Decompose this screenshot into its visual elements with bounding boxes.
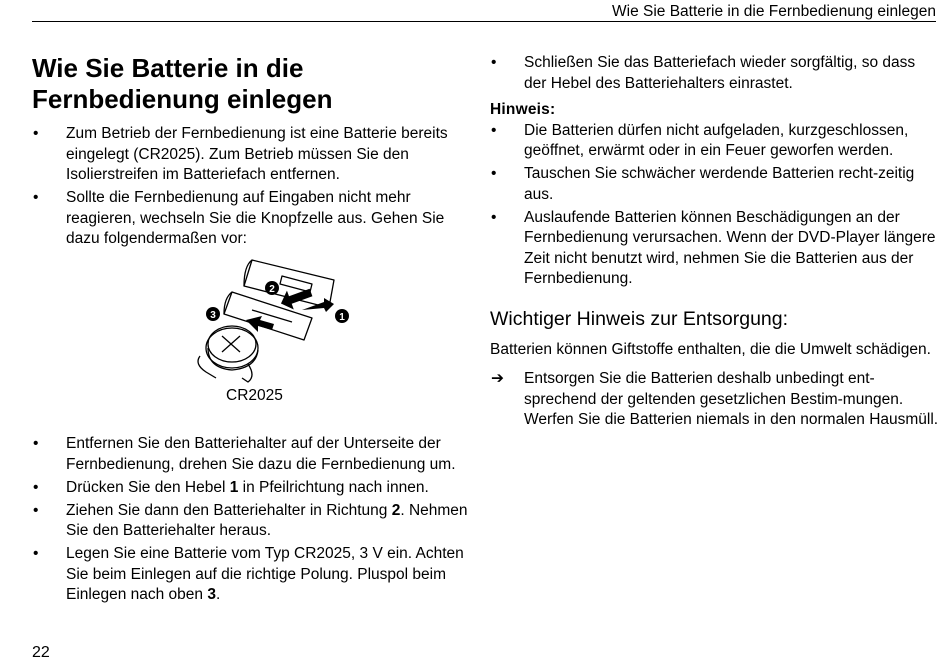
bullet-marker: •: [491, 121, 497, 139]
list-item-text: Sollte die Fernbedienung auf Eingaben nicht mehr reagieren, wechseln Sie die Knopfzelle aus. Gehen Sie dazu folgendermaßen vor:: [66, 189, 445, 247]
bullet-marker: •: [33, 545, 39, 562]
list-item: [490, 369, 940, 431]
note-list: [490, 121, 940, 290]
step-reference: 1: [229, 478, 239, 496]
disposal-list: [490, 369, 940, 431]
list-item: [32, 478, 472, 499]
step-reference: 2: [391, 501, 401, 519]
list-item-text: Zum Betrieb der Fernbedienung ist eine Batterie bereits eingelegt (CR2025). Zum Betrieb müssen Sie den Isolierstreifen im Batteriefach entfernen.: [66, 125, 448, 183]
list-item-text: Tauschen Sie schwächer werdende Batterien recht-zeitig aus.: [524, 165, 915, 203]
page-title: Wie Sie Batterie in die Fernbedienung einlegen: [32, 53, 333, 114]
list-item: [32, 434, 472, 475]
closing-list: [490, 53, 940, 94]
list-item-text: in Pfeilrichtung nach innen.: [238, 478, 429, 496]
list-item-text: Auslaufende Batterien können Beschädigungen an der Fernbedienung verursachen. Wenn der DVD-Player längere Zeit nicht benutzt wird, nehmen Sie die Batterien aus der Fernbedienung.: [524, 208, 936, 287]
list-item: [490, 164, 940, 205]
arrow-icon: ➔: [491, 370, 504, 387]
steps-list: [32, 434, 472, 606]
battery-illustration: [152, 252, 352, 392]
intro-list: [32, 124, 472, 250]
list-item-text: Schließen Sie das Batteriefach wieder sorgfältig, so dass der Hebel des Batteriehalters einrastet.: [524, 54, 916, 92]
bullet-marker: •: [33, 189, 39, 206]
list-item-text: Entfernen Sie den Batteriehalter auf der Unterseite der Fernbedienung, drehen Sie dazu die Fernbedienung um.: [66, 435, 456, 473]
bullet-marker: •: [33, 501, 39, 519]
header-rule: [32, 21, 936, 22]
disposal-heading: Wichtiger Hinweis zur Entsorgung:: [490, 307, 789, 330]
figure-caption: CR2025: [226, 387, 283, 404]
list-item: [490, 53, 940, 94]
step-reference: 3: [207, 586, 216, 603]
list-item-text: . Nehmen Sie den Batteriehalter heraus.: [66, 501, 468, 539]
list-item-text: Die Batterien dürfen nicht aufgeladen, kurzgeschlossen, geöffnet, erwärmt oder in ein Feuer geworfen werden.: [524, 121, 909, 159]
list-item: [32, 188, 472, 250]
list-item-text: Legen Sie eine Batterie vom Typ CR2025, 3 V ein. Achten Sie beim Einlegen auf die richtige Polung. Pluspol beim Einlegen nach oben: [66, 545, 464, 603]
list-item-text: Drücken Sie den Hebel: [66, 478, 230, 496]
list-item: [32, 124, 472, 186]
list-item-text: Entsorgen Sie die Batterien deshalb unbedingt ent-sprechend der geltenden gesetzlichen Bestim-mungen. Werfen Sie die Batterien niemals in den normalen Hausmüll.: [524, 370, 939, 428]
step-label-2: 2: [269, 284, 275, 295]
bullet-marker: •: [33, 478, 39, 496]
bullet-marker: •: [491, 165, 497, 182]
bullet-marker: •: [33, 435, 39, 452]
note-title: Hinweis:: [490, 101, 556, 118]
left-column: [32, 53, 472, 608]
list-item-text: .: [215, 586, 221, 603]
page-number: 22: [32, 644, 50, 661]
list-item: [32, 501, 472, 542]
step-label-1: 1: [339, 312, 345, 323]
right-column: [490, 53, 940, 433]
disposal-text: Batterien können Giftstoffe enthalten, die die Umwelt schädigen.: [490, 340, 931, 358]
step-label-3: 3: [210, 310, 216, 321]
bullet-marker: •: [491, 54, 497, 71]
bullet-marker: •: [491, 208, 497, 226]
running-header: Wie Sie Batterie in die Fernbedienung einlegen: [612, 3, 936, 20]
bullet-marker: •: [33, 125, 39, 142]
battery-diagram: [32, 252, 472, 432]
list-item: [490, 208, 940, 290]
list-item: [32, 544, 472, 606]
list-item: [490, 121, 940, 162]
list-item-text: Ziehen Sie dann den Batteriehalter in Richtung: [66, 501, 392, 519]
